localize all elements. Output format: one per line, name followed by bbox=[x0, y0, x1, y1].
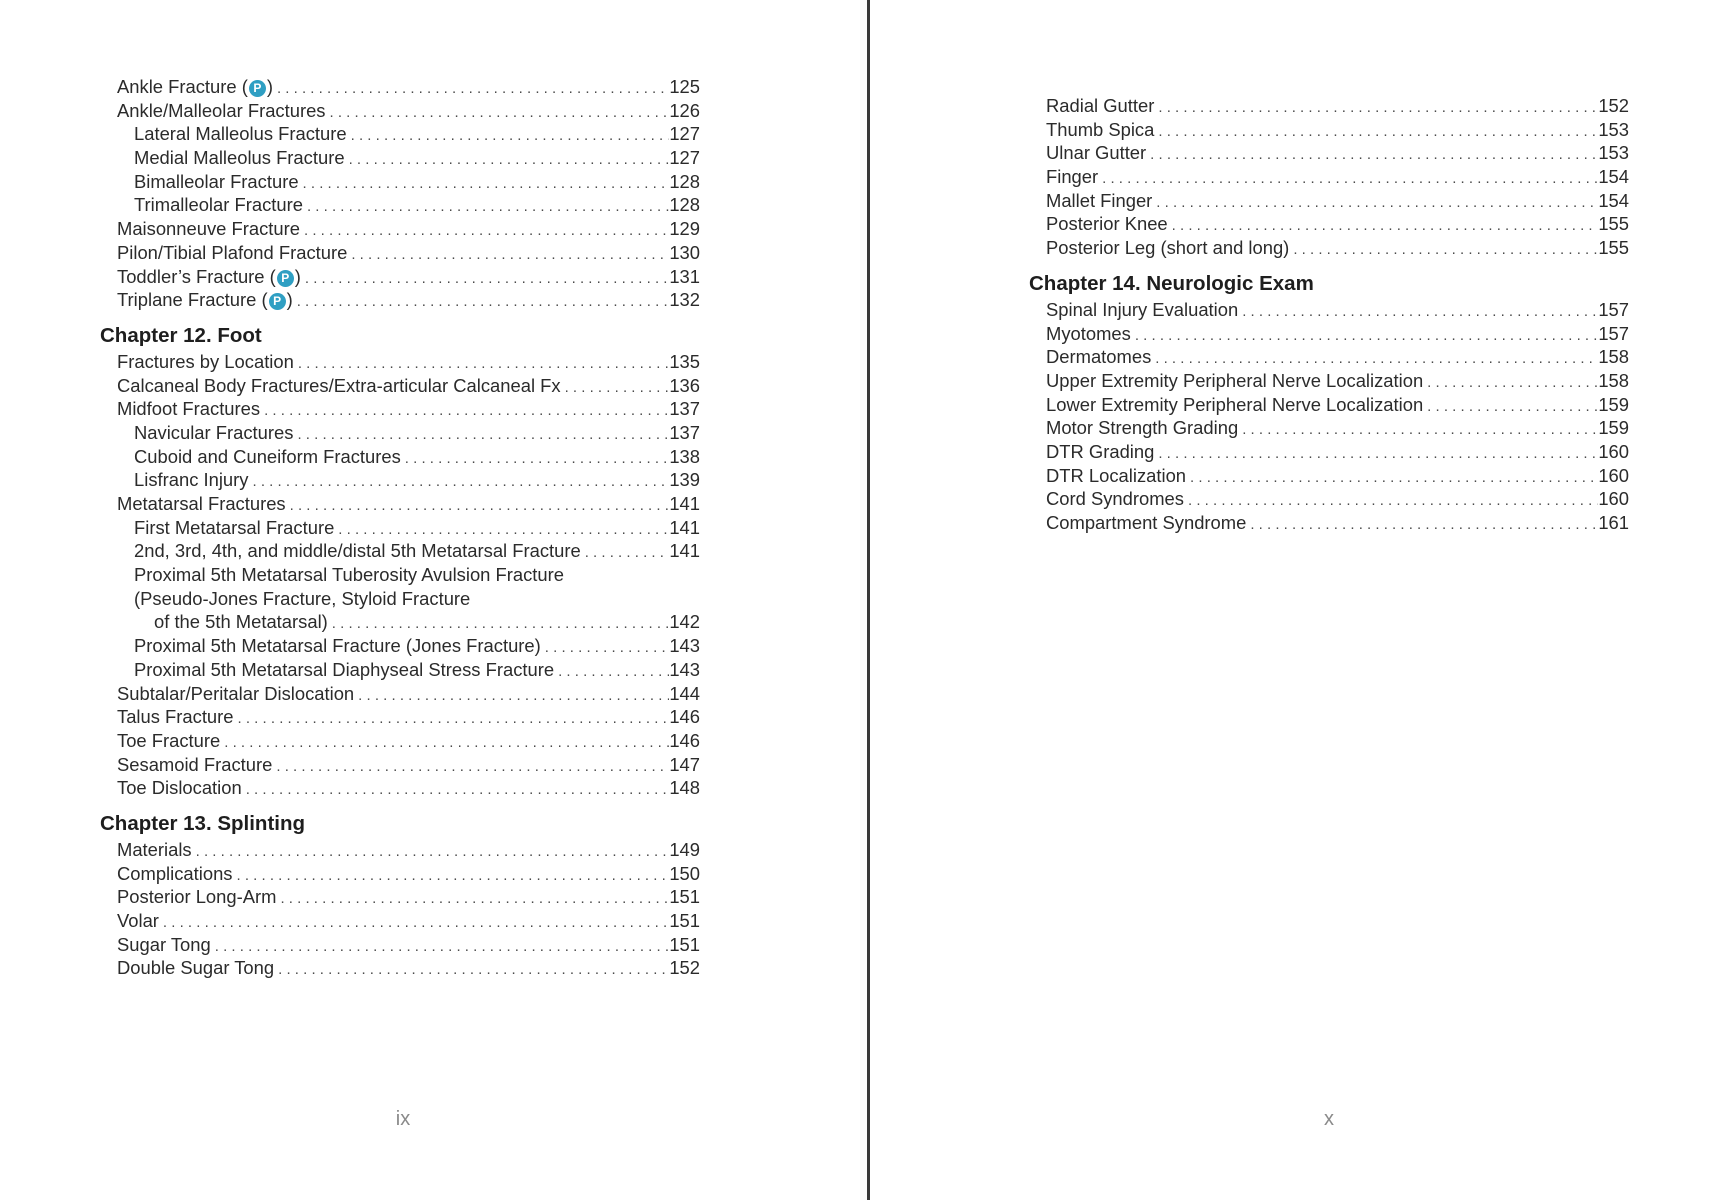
toc-entry-title: Ankle/Malleolar Fractures bbox=[117, 99, 326, 121]
toc-entry[interactable] bbox=[1029, 165, 1629, 189]
toc-entry[interactable] bbox=[1029, 464, 1629, 488]
dot-leader bbox=[345, 148, 670, 172]
toc-entry[interactable] bbox=[1029, 511, 1629, 535]
toc-entry-title: Sugar Tong bbox=[117, 933, 211, 955]
toc-group-ch13 bbox=[100, 838, 700, 980]
toc-entry-title: Thumb Spica bbox=[1046, 118, 1155, 140]
toc-entry-page-number: 146 bbox=[669, 729, 700, 751]
dot-leader bbox=[1154, 120, 1598, 144]
toc-entry[interactable] bbox=[1029, 345, 1629, 369]
toc-entry-page-number: 126 bbox=[669, 99, 700, 121]
toc-entry-page-number: 127 bbox=[669, 123, 700, 145]
toc-entry[interactable] bbox=[1029, 189, 1629, 213]
toc-entry-page-number: 151 bbox=[669, 886, 700, 908]
toc-entry-title: Cord Syndromes bbox=[1046, 488, 1184, 510]
chapter-12-heading: Chapter 12. Foot bbox=[100, 323, 262, 347]
toc-entry[interactable] bbox=[100, 682, 700, 706]
toc-entry[interactable] bbox=[100, 99, 700, 123]
toc-entry[interactable] bbox=[100, 776, 700, 800]
dot-leader bbox=[1154, 442, 1598, 466]
dot-leader bbox=[554, 660, 669, 684]
dot-leader bbox=[242, 778, 670, 802]
toc-entry-title: Maisonneuve Fracture bbox=[117, 218, 300, 240]
toc-entry-title: Calcaneal Body Fractures/Extra-articular Calcaneal Fx bbox=[117, 374, 561, 396]
toc-entry-title: Proximal 5th Metatarsal Diaphyseal Stress Fracture bbox=[134, 658, 555, 680]
toc-entry-page-number: 157 bbox=[1598, 298, 1629, 320]
toc-entry[interactable] bbox=[100, 170, 700, 194]
toc-entry-page-number: 160 bbox=[1598, 464, 1629, 486]
toc-entry-page-number: 127 bbox=[669, 147, 700, 169]
dot-leader bbox=[1238, 300, 1598, 324]
toc-entry[interactable] bbox=[100, 265, 700, 289]
dot-leader bbox=[1289, 238, 1598, 262]
toc-entry-page-number: 129 bbox=[669, 218, 700, 240]
toc-entry-page-number: 135 bbox=[669, 350, 700, 372]
toc-entry-title-suffix: ) bbox=[294, 265, 301, 287]
toc-entry-title: Metatarsal Fractures bbox=[117, 493, 286, 514]
toc-entry[interactable] bbox=[100, 193, 700, 217]
toc-entry[interactable] bbox=[1029, 94, 1629, 118]
toc-entry-title: 2nd, 3rd, 4th, and middle/distal 5th Metatarsal Fracture bbox=[134, 540, 581, 562]
toc-entry-title: Triplane Fracture ( bbox=[117, 289, 268, 311]
toc-entry-title: Myotomes bbox=[1046, 322, 1131, 344]
toc-entry-title: Dermatomes bbox=[1046, 346, 1152, 368]
toc-group-ch13-continued bbox=[1029, 94, 1629, 260]
toc-entry-page-number: 152 bbox=[669, 957, 700, 979]
toc-entry[interactable] bbox=[100, 492, 700, 516]
toc-entry-page-number: 153 bbox=[1598, 118, 1629, 140]
toc-entry-page-number: 154 bbox=[1598, 189, 1629, 211]
page-number-right: x bbox=[1324, 1108, 1334, 1130]
dot-leader bbox=[303, 195, 669, 219]
dot-leader bbox=[328, 612, 670, 636]
dot-leader bbox=[248, 470, 669, 494]
toc-entry-title: Cuboid and Cuneiform Fractures bbox=[134, 445, 401, 467]
dot-leader bbox=[294, 352, 669, 376]
toc-entry-page-number: 138 bbox=[669, 445, 700, 467]
toc-entry-title: Proximal 5th Metatarsal Tuberosity Avulsion Fracture bbox=[134, 564, 564, 586]
toc-entry-title: Sesamoid Fracture bbox=[117, 753, 273, 775]
dot-leader bbox=[159, 911, 669, 935]
toc-entry-title: Pilon/Tibial Plafond Fracture bbox=[117, 241, 348, 263]
dot-leader bbox=[347, 124, 670, 148]
dot-leader bbox=[234, 707, 670, 731]
dot-leader bbox=[276, 887, 669, 911]
toc-entry[interactable] bbox=[100, 610, 700, 634]
toc-entry-page-number: 161 bbox=[1598, 512, 1629, 533]
dot-leader bbox=[1151, 347, 1598, 371]
toc-entry-page-number: 128 bbox=[669, 170, 700, 192]
dot-leader bbox=[274, 958, 669, 982]
toc-entry[interactable] bbox=[1029, 141, 1629, 165]
toc-entry[interactable] bbox=[1029, 487, 1629, 511]
toc-entry-title: Toe Fracture bbox=[117, 729, 221, 751]
dot-leader bbox=[300, 219, 669, 243]
dot-leader bbox=[1131, 324, 1598, 348]
toc-entry-page-number: 155 bbox=[1598, 213, 1629, 235]
toc-entry-page-number: 155 bbox=[1598, 237, 1629, 259]
toc-entry[interactable] bbox=[100, 838, 700, 862]
toc-entry-page-number: 159 bbox=[1598, 417, 1629, 439]
dot-leader bbox=[272, 755, 669, 779]
toc-entry-page-number: 147 bbox=[669, 753, 700, 775]
toc-entry-page-number: 142 bbox=[669, 611, 700, 633]
toc-entry-page-number: 150 bbox=[669, 862, 700, 884]
toc-entry[interactable] bbox=[1029, 236, 1629, 260]
toc-right bbox=[1029, 94, 1629, 535]
toc-entry[interactable] bbox=[100, 539, 700, 563]
dot-leader bbox=[211, 935, 670, 959]
toc-entry[interactable] bbox=[100, 241, 700, 265]
dot-leader bbox=[541, 636, 670, 660]
dot-leader bbox=[1152, 191, 1598, 215]
toc-entry-page-number: 143 bbox=[669, 635, 700, 657]
dot-leader bbox=[1423, 371, 1598, 395]
toc-entry-title: Motor Strength Grading bbox=[1046, 417, 1239, 439]
toc-entry-title: Trimalleolar Fracture bbox=[134, 194, 303, 216]
toc-entry-title: Upper Extremity Peripheral Nerve Localization bbox=[1046, 369, 1424, 391]
dot-leader bbox=[293, 290, 670, 314]
dot-leader bbox=[347, 243, 669, 267]
dot-leader bbox=[1184, 489, 1598, 513]
toc-entry-title: Medial Malleolus Fracture bbox=[134, 147, 345, 169]
toc-entry-title: Lower Extremity Peripheral Nerve Localization bbox=[1046, 393, 1424, 415]
right-page bbox=[871, 0, 1729, 1200]
dot-leader bbox=[581, 541, 670, 565]
toc-entry-title: Proximal 5th Metatarsal Fracture (Jones Fracture) bbox=[134, 635, 541, 657]
toc-entry[interactable] bbox=[1029, 393, 1629, 417]
toc-entry-title: First Metatarsal Fracture bbox=[134, 516, 335, 538]
chapter-13-heading: Chapter 13. Splinting bbox=[100, 811, 306, 835]
dot-leader bbox=[260, 399, 669, 423]
toc-entry-title: DTR Localization bbox=[1046, 464, 1187, 486]
toc-entry-page-number: 136 bbox=[669, 374, 700, 396]
toc-entry[interactable] bbox=[100, 862, 700, 886]
toc-entry-page-number: 143 bbox=[669, 658, 700, 680]
toc-entry[interactable] bbox=[100, 146, 700, 170]
toc-entry-title: Posterior Long-Arm bbox=[117, 886, 277, 908]
toc-entry[interactable] bbox=[100, 885, 700, 909]
dot-leader bbox=[561, 376, 670, 400]
toc-entry[interactable] bbox=[1029, 322, 1629, 346]
toc-entry-page-number: 141 bbox=[669, 516, 700, 538]
toc-entry-title: Compartment Syndrome bbox=[1046, 512, 1247, 533]
toc-entry-page-number: 157 bbox=[1598, 322, 1629, 344]
toc-entry-title: Fractures by Location bbox=[117, 350, 294, 372]
toc-entry[interactable] bbox=[1029, 212, 1629, 236]
chapter-14-heading: Chapter 14. Neurologic Exam bbox=[1029, 271, 1314, 295]
pediatric-badge-icon: P bbox=[269, 293, 286, 310]
dot-leader bbox=[1246, 513, 1598, 537]
toc-entry-page-number: 159 bbox=[1598, 393, 1629, 415]
toc-entry-page-number: 137 bbox=[669, 398, 700, 420]
dot-leader bbox=[233, 864, 670, 888]
dot-leader bbox=[1154, 96, 1598, 120]
toc-entry[interactable] bbox=[100, 729, 700, 753]
dot-leader bbox=[326, 101, 670, 125]
toc-entry-page-number: 128 bbox=[669, 194, 700, 216]
toc-entry[interactable] bbox=[100, 122, 700, 146]
toc-entry[interactable] bbox=[100, 516, 700, 540]
toc-entry-page-number: 130 bbox=[669, 241, 700, 263]
dot-leader bbox=[1238, 418, 1598, 442]
toc-entry-title: Posterior Knee bbox=[1046, 213, 1168, 235]
dot-leader bbox=[1423, 395, 1598, 419]
toc-entry[interactable] bbox=[1029, 298, 1629, 322]
toc-entry[interactable] bbox=[100, 288, 700, 312]
toc-entry-page-number: 146 bbox=[669, 706, 700, 728]
toc-entry-title: Toe Dislocation bbox=[117, 777, 242, 799]
toc-entry-title: Bimalleolar Fracture bbox=[134, 170, 299, 192]
toc-entry-page-number: 153 bbox=[1598, 142, 1629, 164]
toc-entry[interactable] bbox=[100, 753, 700, 777]
toc-entry[interactable] bbox=[1029, 416, 1629, 440]
toc-entry[interactable] bbox=[100, 468, 700, 492]
toc-entry[interactable] bbox=[1029, 118, 1629, 142]
toc-entry-page-number: 160 bbox=[1598, 440, 1629, 462]
toc-entry-page-number: 137 bbox=[669, 421, 700, 443]
toc-entry-title: Lateral Malleolus Fracture bbox=[134, 123, 347, 145]
toc-entry[interactable] bbox=[100, 397, 700, 421]
toc-entry-page-number: 125 bbox=[669, 76, 700, 97]
toc-entry-title: Ankle Fracture ( bbox=[117, 76, 248, 97]
toc-entry-page-number: 141 bbox=[669, 493, 700, 514]
toc-entry[interactable] bbox=[100, 587, 700, 611]
toc-entry[interactable] bbox=[100, 445, 700, 469]
dot-leader bbox=[293, 423, 669, 447]
toc-entry-page-number: 154 bbox=[1598, 166, 1629, 188]
toc-entry-title: Finger bbox=[1046, 166, 1099, 188]
pediatric-badge-icon: P bbox=[277, 270, 294, 287]
toc-entry-title: Midfoot Fractures bbox=[117, 398, 261, 420]
toc-entry-title: Radial Gutter bbox=[1046, 95, 1155, 116]
toc-entry-title-suffix: ) bbox=[286, 289, 293, 311]
toc-entry-page-number: 141 bbox=[669, 540, 700, 562]
toc-entry-page-number: 160 bbox=[1598, 488, 1629, 510]
dot-leader bbox=[401, 447, 670, 471]
pediatric-badge-icon: P bbox=[249, 80, 266, 97]
dot-leader bbox=[354, 684, 669, 708]
toc-group-ch11-continued bbox=[100, 75, 700, 312]
dot-leader bbox=[192, 840, 670, 864]
toc-entry-title: of the 5th Metatarsal) bbox=[154, 611, 328, 633]
toc-entry-title: Materials bbox=[117, 838, 192, 860]
toc-entry-page-number: 149 bbox=[669, 838, 700, 860]
toc-entry-title-suffix: ) bbox=[266, 76, 273, 97]
toc-entry-title: Spinal Injury Evaluation bbox=[1046, 298, 1239, 320]
page-number-left: ix bbox=[395, 1108, 411, 1130]
toc-entry[interactable] bbox=[100, 421, 700, 445]
toc-entry-page-number: 139 bbox=[669, 469, 700, 491]
toc-entry-page-number: 132 bbox=[669, 289, 700, 311]
toc-entry[interactable] bbox=[1029, 440, 1629, 464]
toc-entry-page-number: 131 bbox=[669, 265, 700, 287]
book-spine-divider bbox=[867, 0, 870, 1200]
dot-leader bbox=[220, 731, 669, 755]
toc-entry[interactable] bbox=[1029, 369, 1629, 393]
toc-entry[interactable] bbox=[100, 217, 700, 241]
toc-entry-title: Talus Fracture bbox=[117, 706, 234, 728]
toc-entry[interactable] bbox=[100, 933, 700, 957]
dot-leader bbox=[1186, 466, 1598, 490]
dot-leader bbox=[273, 77, 669, 101]
toc-entry-title: Posterior Leg (short and long) bbox=[1046, 237, 1290, 259]
toc-entry-title: DTR Grading bbox=[1046, 440, 1155, 462]
dot-leader bbox=[1168, 214, 1599, 238]
toc-entry-title: Lisfranc Injury bbox=[134, 469, 249, 491]
toc-entry[interactable] bbox=[100, 909, 700, 933]
toc-entry-title: Ulnar Gutter bbox=[1046, 142, 1147, 164]
toc-group-ch14 bbox=[1029, 298, 1629, 535]
toc-entry-title: Mallet Finger bbox=[1046, 189, 1153, 211]
toc-entry-page-number: 148 bbox=[669, 777, 700, 799]
dot-leader bbox=[1146, 143, 1598, 167]
toc-entry-title: Volar bbox=[117, 910, 159, 931]
dot-leader bbox=[301, 267, 669, 291]
dot-leader bbox=[299, 172, 670, 196]
toc-entry[interactable] bbox=[100, 705, 700, 729]
toc-entry-page-number: 152 bbox=[1598, 95, 1629, 116]
toc-entry-page-number: 151 bbox=[669, 910, 700, 931]
dot-leader bbox=[334, 518, 669, 542]
toc-entry-page-number: 144 bbox=[669, 682, 700, 704]
toc-entry-title: Subtalar/Peritalar Dislocation bbox=[117, 682, 355, 704]
toc-left bbox=[100, 75, 700, 980]
toc-entry-page-number: 158 bbox=[1598, 346, 1629, 368]
toc-entry[interactable] bbox=[100, 350, 700, 374]
toc-group-ch12 bbox=[100, 350, 700, 800]
toc-entry[interactable] bbox=[100, 658, 700, 682]
toc-entry-title: Navicular Fractures bbox=[134, 421, 294, 443]
toc-entry-title: Double Sugar Tong bbox=[117, 957, 275, 979]
toc-entry-title: Toddler’s Fracture ( bbox=[117, 265, 276, 287]
toc-entry[interactable] bbox=[100, 563, 700, 587]
toc-entry[interactable] bbox=[100, 956, 700, 980]
toc-entry-page-number: 158 bbox=[1598, 369, 1629, 391]
toc-entry-title: (Pseudo-Jones Fracture, Styloid Fracture bbox=[134, 587, 471, 609]
toc-entry-page-number: 151 bbox=[669, 933, 700, 955]
dot-leader bbox=[1098, 167, 1598, 191]
toc-entry[interactable] bbox=[100, 75, 700, 99]
toc-entry-title: Complications bbox=[117, 862, 233, 884]
toc-entry[interactable] bbox=[100, 634, 700, 658]
toc-entry[interactable] bbox=[100, 374, 700, 398]
dot-leader bbox=[286, 494, 670, 518]
